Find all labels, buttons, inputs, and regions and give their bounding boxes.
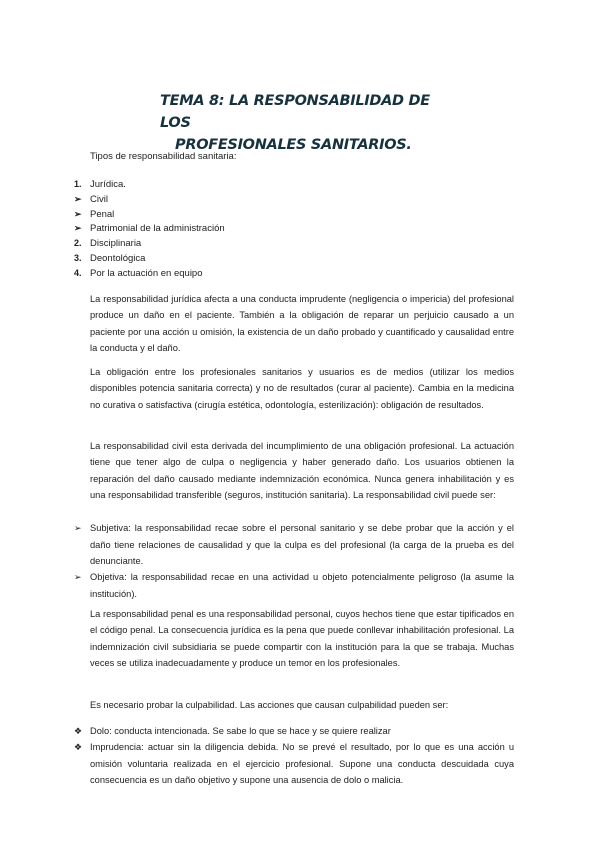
diamond-bullet-icon: ❖	[74, 726, 83, 736]
arrow-bullet-icon: ➢	[74, 208, 82, 219]
list-marker: 3.	[74, 252, 82, 263]
diamond-bullet-icon: ❖	[74, 742, 83, 752]
intro-text: Tipos de responsabilidad sanitaria:	[90, 151, 237, 162]
responsibility-types-list	[74, 177, 225, 281]
list-item-text: Patrimonial de la administración	[90, 223, 225, 235]
arrow-bullet-icon: ➢	[74, 572, 82, 582]
paragraph-civil: La responsabilidad civil esta derivada del incumplimiento de una obligación profesional. La actuación tiene que tener algo de culpa o negligencia y haber generado daño. Los usuarios obtienen la reparación del daño causado mediante indemnización económica. Nunca genera inhabilitación y es una responsabilidad transferible (seguros, institución sanitaria). La responsabilidad civil puede ser:	[90, 441, 514, 500]
list-item-text: Imprudencia: actuar sin la diligencia debida. No se prevé el resultado, por lo que es una acción u omisión voluntaria realizada en el ejercicio profesional. Supone una conducta descuidada cuya consecuencia es un daño objetivo y supone una ausencia de dolo o malicia.	[90, 742, 514, 785]
list-marker: 4.	[74, 267, 82, 278]
list-item	[74, 251, 225, 266]
list-item-text: Jurídica.	[90, 179, 126, 190]
list-item-text: Deontológica	[90, 252, 146, 264]
list-item-text: Subjetiva: la responsabilidad recae sobre el personal sanitario y se debe probar que la acción y el daño tiene relaciones de causalidad y que la culpa es del profesional (la carga de la prueba es del denunciante.	[90, 523, 514, 566]
list-item-text: Objetiva: la responsabilidad recae en una actividad u objeto potencialmente peligroso (la asume la institución).	[90, 572, 514, 599]
list-item	[74, 177, 225, 192]
list-item-subjetiva	[74, 520, 514, 570]
paragraph-penal: La responsabilidad penal es una responsabilidad personal, cuyos hechos tiene que estar tipificados en el código penal. La consecuencia jurídica es la pena que puede conllevar inhabilitación profesional. La indemnización civil subsidiaria se puede compartir con la institución para la que se trabaja. Muchas veces se utiliza inadecuadamente y produce un temor en los profesionales.	[90, 609, 514, 668]
list-item-text: Penal	[90, 208, 115, 220]
list-item-dolo	[74, 723, 514, 740]
list-item	[74, 221, 225, 236]
list-item	[74, 207, 225, 222]
list-item	[74, 266, 225, 281]
document-title	[160, 90, 460, 156]
list-item	[74, 192, 225, 207]
list-item-imprudencia	[74, 739, 514, 789]
list-item-text: Dolo: conducta intencionada. Se sabe lo que se hace y se quiere realizar	[90, 726, 391, 736]
list-item-text: Civil	[90, 193, 108, 205]
list-marker: 2.	[74, 238, 82, 249]
list-item-text: Disciplinaria	[90, 238, 142, 250]
paragraph-obligacion: La obligación entre los profesionales sanitarios y usuarios es de medios (utilizar los medios disponibles potencia sanitaria correcta) y no de resultados (curar al paciente). Cambia en la medicina no curativa o satisfactiva (cirugía estética, odontología, esterilización): obligación de resultados.	[90, 367, 514, 410]
title-line-2: PROFESIONALES SANITARIOS.	[175, 137, 412, 153]
arrow-bullet-icon: ➢	[74, 523, 82, 533]
list-item-objetiva	[74, 569, 514, 602]
arrow-bullet-icon: ➢	[74, 193, 82, 204]
list-item-text: Por la actuación en equipo	[90, 267, 203, 279]
paragraph-juridica: La responsabilidad jurídica afecta a una conducta imprudente (negligencia o impericia) del profesional produce un daño en el paciente. También a la obligación de reparar un perjuicio causado a un paciente por una acción u omisión, la existencia de un daño probado y cuantificado y causalidad entre la conducta y el daño.	[90, 294, 514, 353]
list-marker: 1.	[74, 179, 82, 189]
list-item	[74, 236, 225, 251]
title-line-1: TEMA 8: LA RESPONSABILIDAD DE LOS	[160, 93, 430, 131]
paragraph-culpabilidad: Es necesario probar la culpabilidad. Las acciones que causan culpabilidad pueden ser:	[90, 700, 449, 710]
arrow-bullet-icon: ➢	[74, 223, 82, 234]
